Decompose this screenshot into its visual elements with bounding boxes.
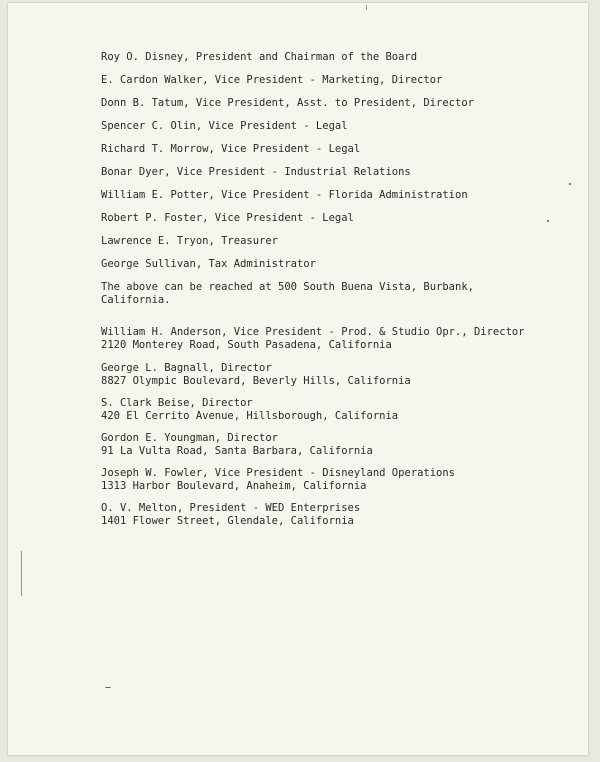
address-note-line-1: The above can be reached at 500 South Buena Vista, Burbank, [101,281,474,293]
director-address: 91 La Vulta Road, Santa Barbara, California [101,445,373,457]
officer-line: Lawrence E. Tryon, Treasurer [101,235,279,247]
officer-line: Bonar Dyer, Vice President - Industrial Relations [101,166,411,178]
scan-speck [547,220,549,222]
director-title: George L. Bagnall, Director [101,362,272,374]
director-title: William H. Anderson, Vice President - Prod. & Studio Opr., Director [101,326,525,338]
officer-line: George Sullivan, Tax Administrator [101,258,316,270]
director-title: O. V. Melton, President - WED Enterprises [101,502,361,514]
director-address: 1401 Flower Street, Glendale, California [101,515,354,527]
officer-line: William E. Potter, Vice President - Florida Administration [101,189,468,201]
director-address: 420 El Cerrito Avenue, Hillsborough, California [101,410,399,422]
officer-line: Spencer C. Olin, Vice President - Legal [101,120,348,132]
officer-line: Robert P. Foster, Vice President - Legal [101,212,354,224]
director-address: 2120 Monterey Road, South Pasadena, California [101,339,392,351]
director-title: Gordon E. Youngman, Director [101,432,279,444]
scan-speck [569,183,571,185]
officer-line: Roy O. Disney, President and Chairman of the Board [101,51,418,63]
director-title: S. Clark Beise, Director [101,397,253,409]
officer-line: E. Cardon Walker, Vice President - Marketing, Director [101,74,443,86]
scan-mark-left [21,551,22,596]
officer-line: Donn B. Tatum, Vice President, Asst. to President, Director [101,97,474,109]
scan-speck [105,687,111,688]
scan-mark-top [366,5,367,10]
address-note-line-2: California. [101,294,171,306]
director-address: 1313 Harbor Boulevard, Anaheim, California [101,480,367,492]
director-address: 8827 Olympic Boulevard, Beverly Hills, California [101,375,411,387]
director-title: Joseph W. Fowler, Vice President - Disneyland Operations [101,467,456,479]
officer-line: Richard T. Morrow, Vice President - Legal [101,143,361,155]
